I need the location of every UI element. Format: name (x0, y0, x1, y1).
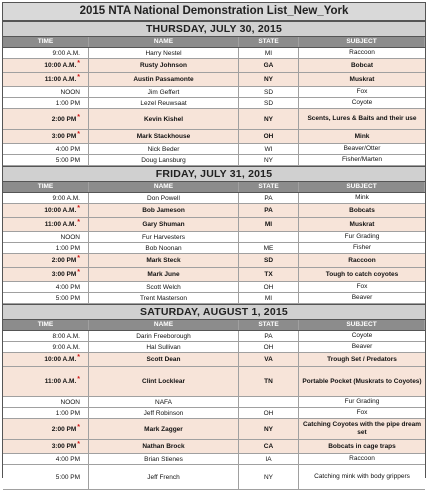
time-cell (3, 243, 89, 253)
time-cell (3, 419, 89, 439)
name-cell (89, 130, 239, 143)
time-cell-text: 3:00 PM (51, 271, 77, 278)
schedule-row (3, 87, 425, 98)
name-cell-text: Clint Locklear (142, 378, 185, 385)
subject-cell-text: Tough to catch coyotes (325, 270, 399, 278)
state-cell-text: NY (263, 473, 274, 481)
name-cell-text: Trent Masterson (139, 294, 188, 302)
name-cell-text: Scott Dean (146, 356, 181, 363)
name-cell-text: Darin Freeborough (136, 332, 191, 340)
state-cell-text: CA (263, 443, 274, 450)
time-cell-text: 2:00 PM (51, 425, 77, 433)
star-icon: * (77, 131, 80, 138)
subject-cell (299, 130, 425, 143)
schedule-row (3, 254, 425, 268)
schedule-row (3, 243, 425, 254)
subject-cell (299, 353, 425, 366)
star-icon: * (77, 376, 80, 383)
subject-cell (299, 59, 425, 72)
state-header: STATE (239, 37, 299, 47)
state-cell-text: PA (264, 194, 273, 202)
subject-cell (299, 397, 425, 407)
state-cell-text: GA (263, 62, 274, 69)
schedule-row (3, 408, 425, 419)
subject-cell (299, 232, 425, 242)
time-cell (3, 353, 89, 366)
name-cell (89, 342, 239, 352)
subject-cell-text: Muskrat (349, 75, 375, 83)
state-cell-text: OH (263, 343, 274, 351)
schedule-row (3, 454, 425, 465)
name-cell (89, 232, 239, 242)
star-icon: * (77, 255, 80, 262)
subject-cell (299, 465, 425, 489)
state-cell (239, 367, 299, 396)
state-cell-text: OH (263, 409, 274, 417)
name-cell (89, 465, 239, 489)
column-header-row (3, 37, 425, 48)
name-cell-text: Mark Zagger (144, 425, 183, 433)
state-cell-text: NY (263, 156, 274, 164)
schedule-row (3, 232, 425, 243)
state-cell (239, 254, 299, 267)
time-cell-text: 5:00 PM (55, 156, 80, 164)
subject-cell-text: Coyote (351, 99, 373, 106)
name-cell-text: Jeff Robinson (143, 409, 184, 417)
time-cell-text: 2:00 PM (51, 115, 77, 123)
schedule-row (3, 155, 425, 166)
subject-cell (299, 218, 425, 231)
name-cell (89, 218, 239, 231)
time-cell-text: 3:00 PM (51, 443, 77, 450)
subject-cell (299, 254, 425, 267)
time-cell (3, 218, 89, 231)
state-cell-text: SD (263, 99, 274, 107)
state-cell (239, 342, 299, 352)
state-cell (239, 243, 299, 253)
time-cell-text: 10:00 A.M. (44, 62, 77, 69)
time-cell (3, 232, 89, 242)
schedule-row (3, 109, 425, 130)
name-cell-text: Don Powell (147, 194, 180, 202)
time-cell (3, 397, 89, 407)
time-cell (3, 193, 89, 203)
subject-cell-text: Coyote (351, 332, 373, 339)
time-cell (3, 331, 89, 341)
state-cell (239, 293, 299, 303)
time-cell-text: NOON (60, 88, 80, 96)
subject-cell-text: Beaver/Otter (343, 145, 381, 152)
state-cell (239, 408, 299, 418)
state-cell (239, 440, 299, 453)
subject-cell (299, 440, 425, 453)
subject-cell-text: Bobcats in cage traps (328, 442, 396, 450)
schedule-row (3, 193, 425, 204)
name-cell-text: Mark Stackhouse (136, 133, 191, 140)
subject-cell (299, 419, 425, 439)
time-cell (3, 130, 89, 143)
name-cell-text: Scott Welch (146, 283, 181, 291)
state-cell-text: TN (264, 378, 273, 385)
time-cell-text: 4:00 PM (55, 455, 80, 463)
subject-cell (299, 73, 425, 86)
subject-cell (299, 342, 425, 352)
name-cell (89, 353, 239, 366)
time-cell-text: 4:00 PM (55, 283, 80, 291)
subject-cell (299, 109, 425, 129)
time-cell-text: 1:00 PM (55, 244, 80, 252)
time-cell-text: 9:00 A.M. (52, 194, 80, 202)
time-cell-text: 9:00 A.M. (52, 49, 80, 57)
state-cell (239, 282, 299, 292)
subject-cell (299, 87, 425, 97)
subject-cell (299, 155, 425, 165)
day-heading: THURSDAY, JULY 30, 2015 (3, 21, 425, 37)
schedule-row (3, 98, 425, 109)
schedule-row (3, 48, 425, 59)
column-header-row (3, 320, 425, 331)
schedule-row (3, 465, 425, 490)
state-cell (239, 87, 299, 97)
time-cell (3, 293, 89, 303)
state-cell (239, 331, 299, 341)
state-cell (239, 268, 299, 281)
state-cell-text: ME (263, 244, 274, 252)
schedule-row (3, 353, 425, 367)
time-cell (3, 73, 89, 86)
subject-cell-text: Beaver (351, 294, 373, 301)
state-cell (239, 59, 299, 72)
time-cell-text: 2:00 PM (51, 257, 77, 264)
star-icon: * (77, 219, 80, 226)
state-header: STATE (239, 320, 299, 330)
column-header-row (3, 182, 425, 193)
state-cell (239, 454, 299, 464)
time-cell (3, 367, 89, 396)
time-cell (3, 98, 89, 108)
state-cell (239, 144, 299, 154)
state-cell-text: NY (263, 115, 274, 123)
time-cell-text: 4:00 PM (55, 145, 80, 153)
schedule-row (3, 130, 425, 144)
name-cell (89, 268, 239, 281)
subject-cell-text: Fisher (352, 244, 372, 251)
state-cell (239, 193, 299, 203)
name-cell-text: NAFA (155, 398, 172, 406)
state-cell (239, 465, 299, 489)
state-cell-text: MI (264, 221, 273, 228)
subject-cell-text: Muskrat (349, 220, 375, 228)
subject-cell-text: Mink (355, 194, 369, 201)
time-cell (3, 59, 89, 72)
name-cell-text: Lezel Reuwsaat (140, 99, 187, 107)
name-cell-text: Harry Nestel (145, 49, 182, 57)
state-cell (239, 232, 299, 242)
time-cell-text: 11:00 A.M. (44, 76, 77, 83)
subject-cell-text: Fur Grading (344, 233, 380, 240)
day-heading: SATURDAY, AUGUST 1, 2015 (3, 304, 425, 320)
name-cell-text: Rusty Johnson (140, 62, 187, 69)
schedule-row (3, 73, 425, 87)
star-icon: * (77, 113, 80, 121)
schedule-row (3, 367, 425, 397)
name-cell-text: Gary Shuman (142, 221, 185, 228)
subject-cell-text: Fox (356, 409, 368, 416)
name-cell-text: Austin Passamonte (133, 76, 194, 83)
time-cell-text: 10:00 A.M. (44, 207, 77, 214)
subject-cell-text: Portable Pocket (Muskrats to Coyotes) (302, 377, 422, 385)
star-icon: * (77, 60, 80, 67)
state-cell (239, 48, 299, 58)
schedule-sheet (2, 2, 426, 481)
subject-cell-text: Fisher/Marten (341, 156, 383, 163)
name-cell (89, 454, 239, 464)
subject-cell-text: Beaver (351, 343, 373, 350)
subject-cell-text: Raccoon (348, 256, 376, 264)
schedule-row (3, 342, 425, 353)
time-cell (3, 465, 89, 489)
state-cell (239, 419, 299, 439)
state-cell (239, 397, 299, 407)
name-header: NAME (89, 182, 239, 192)
time-cell-text: NOON (60, 233, 80, 241)
time-header: TIME (3, 182, 89, 192)
subject-cell (299, 204, 425, 217)
subject-cell (299, 144, 425, 154)
state-cell-text: TX (264, 271, 273, 278)
state-cell-text: SD (263, 88, 274, 96)
state-cell-text: PA (264, 332, 273, 340)
name-cell-text: Jim Geffert (147, 88, 180, 96)
time-cell-text: 1:00 PM (55, 409, 80, 417)
subject-cell-text: Mink (354, 132, 370, 140)
schedule-body (3, 21, 425, 490)
subject-cell (299, 367, 425, 396)
schedule-row (3, 204, 425, 218)
subject-cell (299, 282, 425, 292)
subject-cell (299, 454, 425, 464)
name-cell (89, 144, 239, 154)
time-cell (3, 109, 89, 129)
time-cell-text: 11:00 A.M. (44, 378, 77, 385)
state-cell-text: VA (264, 356, 273, 363)
state-cell (239, 218, 299, 231)
name-cell (89, 397, 239, 407)
state-cell (239, 155, 299, 165)
time-cell (3, 48, 89, 58)
star-icon: * (77, 269, 80, 276)
name-cell-text: Bob Jameson (142, 207, 185, 214)
subject-cell (299, 243, 425, 253)
name-cell-text: Mark June (147, 271, 180, 278)
state-header: STATE (239, 182, 299, 192)
name-cell-text: Brian Stienes (144, 455, 183, 463)
state-cell-text: WI (264, 145, 273, 153)
star-icon: * (77, 74, 80, 81)
state-cell (239, 130, 299, 143)
schedule-row (3, 59, 425, 73)
schedule-row (3, 293, 425, 304)
state-cell (239, 204, 299, 217)
subject-header: SUBJECT (299, 320, 425, 330)
state-cell-text: NY (263, 76, 274, 83)
time-cell (3, 454, 89, 464)
time-cell (3, 254, 89, 267)
name-cell (89, 331, 239, 341)
state-cell-text: NY (263, 425, 274, 433)
name-cell (89, 109, 239, 129)
time-cell (3, 408, 89, 418)
name-cell-text: Kevin Kishel (143, 115, 183, 123)
time-cell (3, 87, 89, 97)
star-icon: * (77, 205, 80, 212)
subject-cell (299, 293, 425, 303)
time-cell (3, 440, 89, 453)
subject-cell-text: Bobcats (349, 206, 375, 214)
state-cell (239, 73, 299, 86)
time-cell-text: 1:00 PM (55, 99, 80, 107)
schedule-row (3, 218, 425, 232)
subject-cell-text: Scents, Lures & Baits and their use (307, 115, 417, 122)
name-cell-text: Doug Lansburg (141, 156, 186, 164)
schedule-row (3, 440, 425, 454)
schedule-row (3, 419, 425, 440)
sheet-title: 2015 NTA National Demonstration List_New_York (3, 3, 425, 21)
time-cell (3, 342, 89, 352)
name-cell (89, 254, 239, 267)
state-cell-text: OH (263, 283, 274, 291)
name-cell (89, 367, 239, 396)
subject-cell-text: Raccoon (349, 49, 375, 56)
time-header: TIME (3, 37, 89, 47)
subject-cell (299, 331, 425, 341)
subject-cell-text: Fox (356, 283, 368, 290)
time-cell-text: 10:00 A.M. (44, 356, 77, 363)
name-cell-text: Nathan Brock (142, 443, 185, 450)
name-cell (89, 155, 239, 165)
time-cell (3, 144, 89, 154)
subject-cell-text: Fox (356, 88, 368, 95)
subject-header: SUBJECT (299, 182, 425, 192)
name-cell (89, 48, 239, 58)
state-cell-text: SD (263, 257, 274, 264)
name-cell (89, 282, 239, 292)
name-cell-text: Jeff French (147, 473, 180, 481)
subject-cell (299, 193, 425, 203)
star-icon: * (77, 441, 80, 448)
name-cell-text: Hal Sullivan (146, 343, 181, 351)
name-cell (89, 243, 239, 253)
name-cell (89, 59, 239, 72)
subject-cell (299, 408, 425, 418)
day-heading: FRIDAY, JULY 31, 2015 (3, 166, 425, 182)
name-header: NAME (89, 320, 239, 330)
subject-cell-text: Bobcat (350, 61, 374, 69)
time-cell-text: 8:00 A.M. (52, 332, 80, 340)
name-cell-text: Fur Harvesters (142, 233, 185, 241)
time-cell (3, 155, 89, 165)
time-cell-text: NOON (60, 398, 80, 406)
time-cell-text: 5:00 PM (55, 294, 80, 302)
state-cell-text: IA (265, 455, 272, 463)
subject-cell (299, 48, 425, 58)
name-cell (89, 73, 239, 86)
name-cell (89, 293, 239, 303)
time-cell-text: 9:00 A.M. (52, 343, 80, 351)
state-cell (239, 353, 299, 366)
star-icon: * (77, 354, 80, 361)
state-cell-text: MI (264, 49, 273, 57)
schedule-row (3, 331, 425, 342)
star-icon: * (77, 423, 80, 431)
state-cell-text: MI (264, 294, 273, 302)
name-cell (89, 419, 239, 439)
subject-cell-text: Catching Coyotes with the pipe dream set (302, 421, 422, 436)
subject-header: SUBJECT (299, 37, 425, 47)
time-cell-text: 11:00 A.M. (44, 221, 77, 228)
state-cell-text: PA (264, 207, 273, 214)
name-cell (89, 440, 239, 453)
name-cell-text: Nick Beder (147, 145, 180, 153)
time-cell (3, 204, 89, 217)
name-cell (89, 87, 239, 97)
time-header: TIME (3, 320, 89, 330)
subject-cell-text: Catching mink with body grippers (314, 473, 410, 480)
state-cell (239, 109, 299, 129)
schedule-row (3, 397, 425, 408)
schedule-row (3, 268, 425, 282)
name-cell-text: Mark Steck (146, 257, 181, 264)
subject-cell (299, 268, 425, 281)
schedule-row (3, 144, 425, 155)
subject-cell-text: Fur Grading (344, 398, 380, 405)
state-cell (239, 98, 299, 108)
name-cell (89, 408, 239, 418)
name-cell (89, 204, 239, 217)
name-cell-text: Bob Noonan (145, 244, 182, 252)
time-cell (3, 268, 89, 281)
time-cell-text: 5:00 PM (55, 473, 80, 481)
state-cell-text: OH (263, 133, 274, 140)
time-cell (3, 282, 89, 292)
subject-cell-text: Trough Set / Predators (327, 355, 397, 363)
subject-cell-text: Raccoon (349, 455, 375, 462)
name-cell (89, 98, 239, 108)
name-header: NAME (89, 37, 239, 47)
name-cell (89, 193, 239, 203)
subject-cell (299, 98, 425, 108)
schedule-row (3, 282, 425, 293)
time-cell-text: 3:00 PM (51, 133, 77, 140)
